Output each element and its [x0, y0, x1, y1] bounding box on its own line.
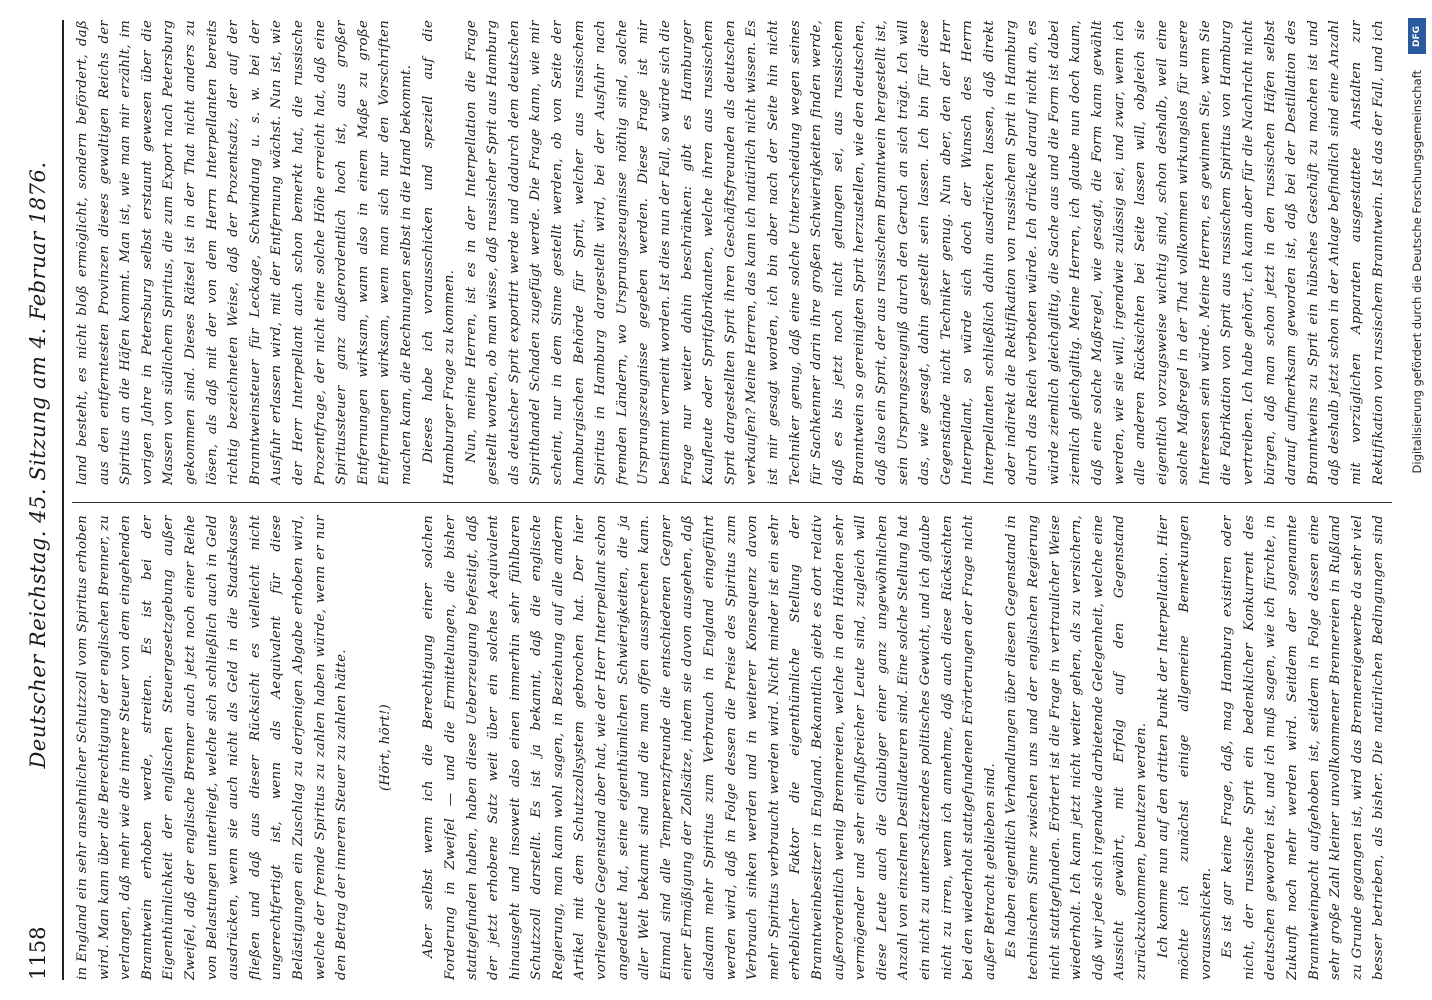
text-column-left [72, 515, 1392, 980]
header-rule [62, 20, 64, 980]
paragraph: Nun, meine Herren, ist es in der Interpellation die Frage gestellt worden, ob man wisse, daß russischer Sprit aus Hamburg als deutscher Sprit exportirt werde und dadurch dem deutschen Spirithandel Schaden zugefügt werde. Die Frage kann, wie mir scheint, nur in dem Sinne gestellt werden, ob von Seite der hamburgischen Behörde für Sprit, welcher aus russischem Spiritus in Hamburg dargestellt wird, bei der Ausfuhr nach fremden Ländern, wo Ursprungszeugnisse nöthig sind, solche Ursprungszeugnisse gegeben werden. Diese Frage ist mir bestimmt verneint worden. Ist dies nun der Fall, so würde sich die Frage nur weiter dahin beschränken: gibt es Hamburger Kaufleute oder Spritfabrikanten, welche ihren aus russischem Sprit dargestellten Sprit ihren Geschäftsfreunden als deutschen verkaufen? Meine Herren, das kann ich natürlich nicht wissen. Es ist mir gesagt worden, ich bin aber nach der Seite hin nicht Techniker genug, daß eine solche Unterscheidung wegen seines für Sachkenner darin ihre großen Schwierigkeiten finden werde, daß es bis jetzt noch nicht gelungen sei, aus russischem Branntwein so gereinigten Sprit herzustellen, wie den deutschen, daß also ein Sprit, der aus russischem Branntwein hergestellt ist, sein Ursprungszeugniß durch den Geruch an sich trägt. Ich will das, wie gesagt, dahin gestellt sein lassen. Ich bin für diese Gegenstände nicht Techniker genug. Nun aber, den der Herr Interpellant, so würde sich doch der Wunsch des Herrn Interpellanten schließlich dahin ausdrücken lassen, daß direkt oder indirekt die Rektifikation von russischem Sprit in Hamburg durch das Reich verboten würde. Ich drücke darauf nicht an, es würde ziemlich gleichgiltig, die Sache aus und die Form ist dabei ziemlich gleichgiltig. Meine Herren, ich glaube nun doch kaum, daß eine solche Maßregel, wie gesagt, die Form kann gewählt werden, wie sie will, irgendwie zulässig sei, und zwar, wenn ich alle anderen Rücksichten bei Seite lassen will, obgleich sie eigentlich vorzugsweise wichtig sind, schon deshalb, weil eine solche Maßregel in der That vollkommen wirkungslos für unsere Interessen sein würde. Meine Herren, es gewinnen Sie, wenn Sie die Fabrikation von Sprit aus russischem Spiritus von Hamburg vertreiben. Ich habe gehört, ich kann aber für die Nachricht nicht bürgen, daß man schon jetzt in den russischen Häfen selbst darauf aufmerksam geworden ist, daß bei der Destillation des Branntweins zu Sprit ein hübsches Geschäft zu machen ist und daß deshalb jetzt schon in der Anlage befindlich sind eine Anzahl mit vorzüglichen Apparaten ausgestattete Anstalten zur Rektifikation von russischem Branntwein. Ist das der Fall, und ich [463, 20, 1386, 485]
paragraph: Es ist gar keine Frage, daß, mag Hamburg existiren oder nicht, der russische Sprit ein bedenklicher Konkurrent des deutschen geworden ist, und ich muß sagen, wie ich fürchte, in Zukunft noch mehr werden wird. Seitdem der sogenannte Branntweinpacht aufgehoben ist, seitdem in Folge dessen eine sehr große Zahl kleiner unvollkommener Brennereien in Rußland zu Grunde gegangen ist, wird das Brennereigewerbe da sehr viel besser betrieben, als bisher. Die natürlichen Bedingungen sind [1220, 515, 1387, 980]
paragraph: Es haben eigentlich Verhandlungen über diesen Gegenstand in technischem Sinne zwischen uns und der englischen Regierung nicht stattgefunden. Erörtert ist die Frage in vertraulicher Weise wiederholt. Ich kann jetzt nicht weiter gehen, als zu versichern, daß wir jede sich irgendwie darbietende Gelegenheit, welche eine Aussicht gewährt, mit Erfolg auf den Gegenstand zurückzukommen, benutzen werden. [1004, 515, 1149, 980]
page-title: Deutscher Reichstag. 45. Sitzung am 4. Februar 1876. [26, 161, 50, 769]
credit-text: Digitalisierung gefördert durch die Deutsche Forschungsgemeinschaft [1410, 70, 1424, 474]
page-header [26, 20, 60, 980]
paragraph: Ich komme nun auf den dritten Punkt der Interpellation. Hier möchte ich zunächst einige allgemeine Bemerkungen vorausschicken. [1155, 515, 1214, 980]
digitization-credit [1406, 10, 1430, 1000]
paragraph: Aber selbst wenn ich die Berechtigung einer solchen Forderung in Zweifel — und die Ermittelungen, die bisher stattgefunden haben, haben diese Ueberzeugung befestigt, daß der jetzt erhobene Satz weit über ein solches Aequivalent hinausgeht und insoweit also einen immerhin sehr fühlbaren Schutzzoll darstellt. Es ist ja bekannt, daß die englische Regierung, man kann wohl sagen, in Beziehung auf alle andern Artikel mit dem Schutzzollsystem gebrochen hat. Der hier vorliegende Gegenstand aber hat, wie der Herr Interpellant schon angedeutet hat, seine eigenthümlichen Schwierigkeiten, die ja aller Welt bekannt sind und die man offen aussprechen kann. Einmal sind alle Temperenzfreunde die entschiedenen Gegner einer Ermäßigung der Zollsätze, indem sie davon ausgehen, daß alsdann mehr Spiritus zum Verbrauch in England eingeführt werden wird, daß in Folge dessen die Preise des Spiritus zum Verbrauch sinken werden und in weiterer Konsequenz davon mehr Spiritus verbraucht werden wird. Nicht minder ist ein sehr erheblicher Faktor die eigenthümliche Stellung der Branntweinbesitzer in England. Bekanntlich giebt es dort relativ außerordentlich wenig Brennereien, welche in den Händen sehr vermögender und sehr einflußreicher Leute sind, zugleich will diese Leute auch die Glaubiger einer ganz ungewöhnlichen Anzahl von einzelnen Destillateuren sind. Eine solche Stellung hat ein nicht zu unterschätzendes politisches Gewicht, und ich glaube nicht zu irren, wenn ich annehme, daß auch diese Rücksichten bei den wiederholt stattgefundenen Erörterungen der Frage nicht außer Betracht geblieben sind. [421, 515, 998, 980]
paragraph: Dieses habe ich vorausschicken und speziell auf die Hamburger Frage zu kommen. [420, 20, 458, 485]
interjection: (Hört, hört!) [377, 704, 393, 791]
text-column-right [72, 20, 1392, 485]
page-number: 1158 [26, 926, 50, 980]
column-divider [72, 502, 1392, 503]
paragraph: in England ein sehr ansehnlicher Schutzzoll vom Spiritus erhoben wird. Man kann über die Berechtigung der englischen Brenner, zu verlangen, daß mehr wie die innere Steuer von dem eingehenden Branntwein erhoben werde, streiten. Es ist bei der Eigenthümlichkeit der englischen Steuergesetzgebung außer Zweifel, daß der englische Brenner auch jetzt noch einer Reihe von Belastungen unterliegt, welche sich schließlich auch in Geld ausdrücken, wenn sie auch nicht als Geld in die Staatskasse fließen und daß aus dieser Rücksicht es vielleicht nicht ungerechtfertigt ist, wenn als Aequivalent für diese Belästigungen ein Zuschlag zu derjenigen Abgabe erhoben wird, welche der fremde Spiritus zu zahlen haben würde, wenn er nur den Betrag der inneren Steuer zu zahlen hätte. [75, 515, 350, 980]
dfg-logo-badge: DFG [1408, 18, 1426, 54]
paragraph: land besteht, es nicht bloß ermöglicht, sondern befördert, daß aus den entferntesten Provinzen dieses gewaltigen Reichs der Spiritus an die Häfen kommt. Man ist, wie man mir erzählt, im vorigen Jahre in Petersburg selbst erstaunt gewesen über die Massen von südlichem Spiritus, die zum Export nach Petersburg gekommen sind. Dieses Rätsel ist in der That nicht anders zu lösen, als daß mit der von dem Herrn Interpellanten bereits richtig bezeichneten Weise, daß der Prozentsatz, der auf der Branntweinsteuer für Leckage, Schwindung u. s. w. bei der Ausfuhr erlassen wird, mit der Entfernung wächst. Nun ist, wie der Herr Interpellant auch schon bemerkt hat, die russische Prozentfrage, der nicht eine solche Höhe erreicht hat, daß eine Spiritussteuer ganz außerordentlich hoch ist, aus großer Entfernungen wirksam, wann also in einem Maße zu große Entfernungen wirksam, wenn man sich nur den Vorschriften machen kann, die Rechnungen selbst in die Hand bekommt. [75, 20, 414, 485]
document-page [12, 0, 1412, 1000]
